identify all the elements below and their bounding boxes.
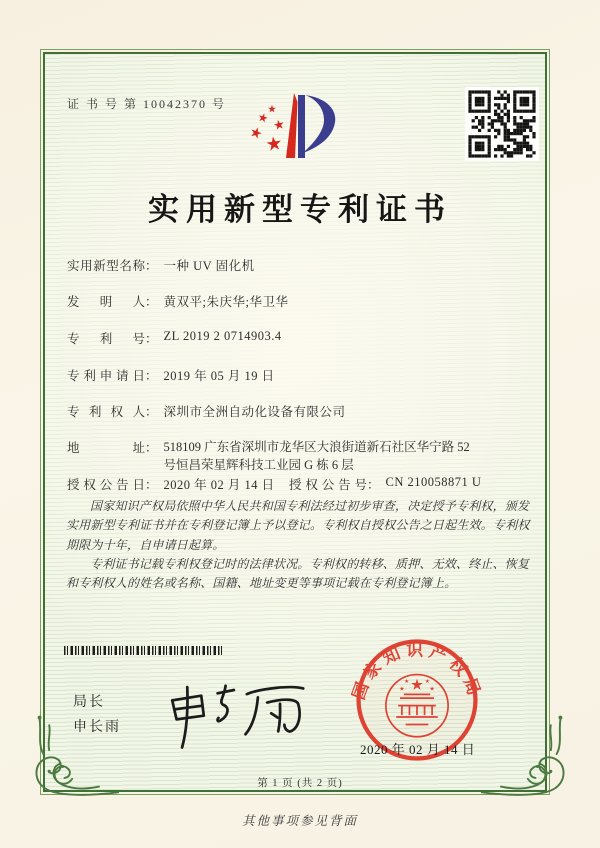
field-colon: ： [367,478,380,492]
field-colon: ： [145,478,158,492]
field-value: 2019 年 05 月 19 日 [163,369,275,383]
field-colon: ： [145,441,158,455]
signer-block [73,690,121,740]
field-label: 专利申请日 [67,369,145,383]
field-colon: ： [145,259,158,273]
field-value: 黄双平;朱庆华;华卫华 [163,295,289,309]
cnipa-logo-icon [245,82,345,178]
legal-paragraph-1: 国家知识产权局依照中华人民共和国专利法经过初步审查，决定授予专利权，颁发实用新型专利证书并在专利登记簿上予以登记。专利权自授权公告之日起生效。专利权期限为十年，自申请日起算。 [66,499,530,552]
seal-text: 国家知识产权局 [351,640,483,703]
field-label: 发明人 [67,295,145,309]
field-row-grant [67,475,482,493]
field-row-filing-date [67,366,275,384]
field-label: 实用新型名称 [67,259,145,273]
field-row-patentee [67,402,346,420]
grant-date-value: 2020 年 02 月 14 日 [163,478,275,492]
field-label: 授权公告号 [289,478,367,492]
handwritten-signature-icon [160,678,315,751]
legal-text-block [66,497,532,593]
barcode [64,646,222,655]
certificate-title: 实用新型专利证书 [148,192,452,227]
grant-number-value: CN 210058871 U [385,475,482,489]
field-label: 授权公告日 [67,478,145,492]
certificate-number: 证 书 号 第 10042370 号 [67,97,227,111]
address-line-2: 号恒昌荣星辉科技工业园 G 栋 6 层 [163,458,354,472]
field-colon: ： [145,332,158,346]
address-line-1: 518109 广东省深圳市龙华区大浪街道新石社区华宁路 52 [163,440,470,454]
seal-date: 2020 年 02 月 14 日 [360,742,476,757]
field-row-address [67,438,494,474]
footer-note: 其他事项参见背面 [241,814,358,828]
qr-code [465,87,539,161]
field-colon: ： [145,405,158,419]
signer-name: 申长雨 [73,720,121,735]
signer-title: 局长 [73,695,105,710]
legal-paragraph-2: 专利证书记载专利权登记时的法律状况。专利权的转移、质押、无效、终止、恢复和专利权人的姓名或名称、国籍、地址变更等事项记载在专利登记簿上。 [66,556,530,591]
field-label: 地址 [67,441,145,455]
page-number: 第 1 页 (共 2 页) [257,778,343,789]
field-row-name [67,256,255,274]
field-value: 深圳市全洲自动化设备有限公司 [163,405,346,419]
field-colon: ： [145,369,158,383]
field-value [164,438,494,474]
field-colon: ： [145,295,158,309]
grant-number-pair [289,475,481,493]
field-value: 一种 UV 固化机 [163,259,255,273]
field-row-patent-number [67,329,282,347]
field-value: ZL 2019 2 0714903.4 [163,329,282,343]
field-label: 专利号 [67,332,145,346]
field-label: 专利权人 [67,405,145,419]
field-row-inventors [67,292,288,310]
